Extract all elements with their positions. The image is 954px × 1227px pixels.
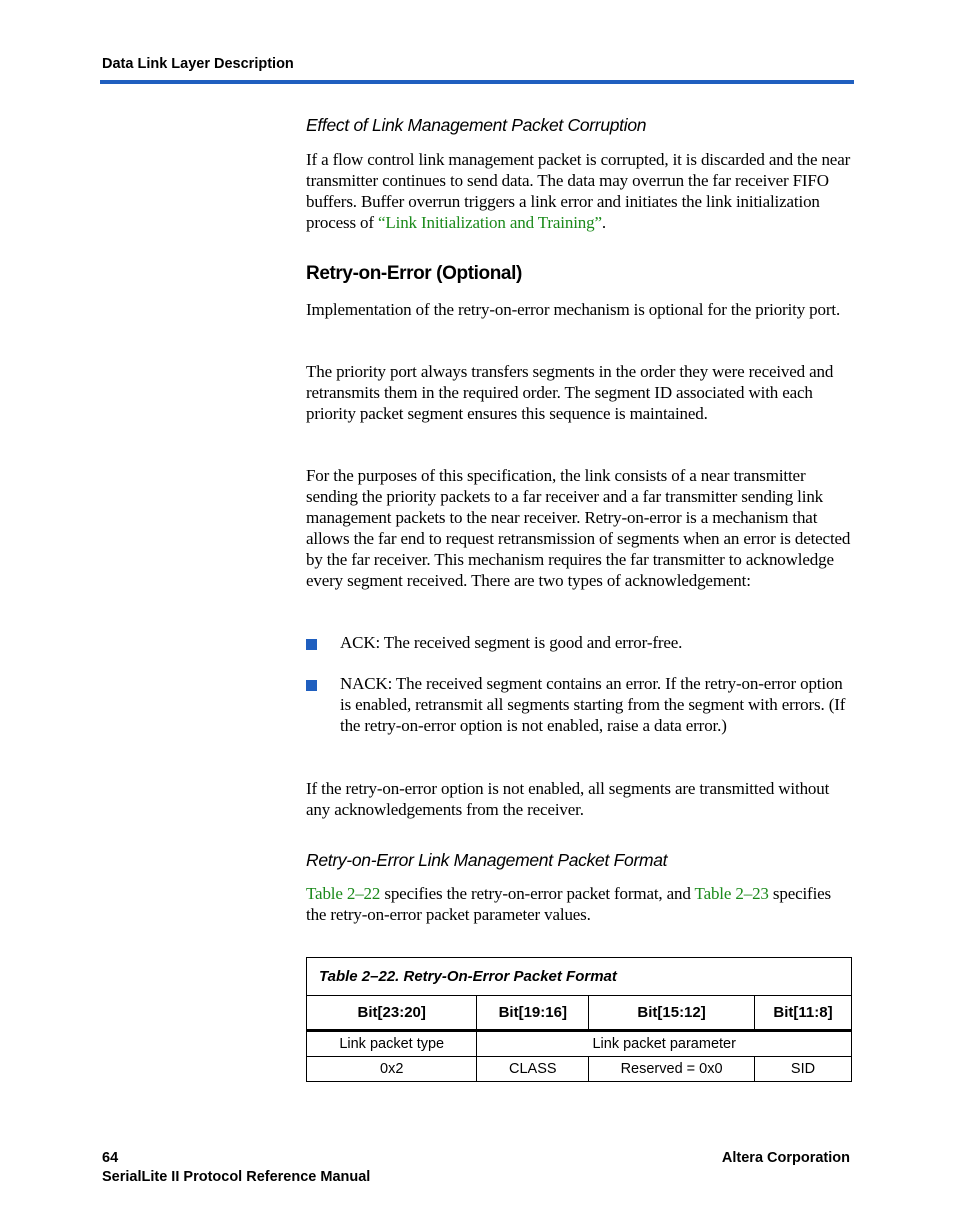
paragraph-table-refs-mid: specifies the retry-on-error packet format, and — [380, 884, 695, 903]
link-table-2-22[interactable]: Table 2–22 — [306, 884, 381, 903]
paragraph-link-definition: For the purposes of this specification, the link consists of a near transmitter sending the priority packets to a far receiver and a far transmitter sending link management packets to the near receiver. Retry-on-error is a mechanism that allows the far end to request retransmission of segments when an error is detected by the far receiver. This mechanism requires the far transmitter to acknowledge every segment received. There are two types of acknowledgement: — [306, 466, 851, 590]
table-header-cell: Bit[23:20] — [307, 996, 477, 1031]
table-cell: SID — [755, 1057, 852, 1082]
table-caption: Table 2–22. Retry-On-Error Packet Format — [307, 958, 852, 996]
bullet-text-ack: ACK: The received segment is good and error-free. — [340, 633, 683, 652]
paragraph-table-refs — [306, 884, 854, 926]
table-row — [307, 1031, 852, 1057]
paragraph-corruption-end: . — [601, 212, 606, 232]
table-cell: Link packet parameter — [477, 1031, 852, 1057]
running-header: Data Link Layer Description — [102, 56, 294, 72]
paragraph-retry-optional: Implementation of the retry-on-error mechanism is optional for the priority port. — [306, 300, 841, 319]
table-header-cell: Bit[11:8] — [755, 996, 852, 1031]
paragraph-corruption-text: If a flow control link management packet is corrupted, it is discarded and the near transmitter continues to send data. The data may overrun the far receiver FIFO buffers. Buffer overrun triggers a link error and initiates the link initialization process of — [306, 150, 851, 232]
section-heading-retry: Retry-on-Error (Optional) — [306, 263, 522, 284]
table-row — [307, 1057, 852, 1082]
paragraph-corruption — [306, 150, 854, 234]
retry-on-error-packet-format-table — [306, 957, 852, 1082]
table-cell: Reserved = 0x0 — [589, 1057, 755, 1082]
table-header-cell: Bit[15:12] — [589, 996, 755, 1031]
table-cell: CLASS — [477, 1057, 589, 1082]
paragraph-table-refs-end: specifies the retry-on-error packet parameter values. — [306, 884, 832, 924]
table-cell: Link packet type — [307, 1031, 477, 1057]
table-header-row — [307, 996, 852, 1031]
section-heading-corruption: Effect of Link Management Packet Corruption — [306, 115, 647, 135]
manual-title: SerialLite II Protocol Reference Manual — [102, 1169, 371, 1185]
section-heading-packet-format: Retry-on-Error Link Management Packet Format — [306, 850, 668, 870]
header-rule — [100, 80, 854, 84]
square-bullet-icon — [306, 639, 317, 650]
bullet-item-ack — [306, 633, 854, 655]
link-table-2-23[interactable]: Table 2–23 — [694, 884, 769, 903]
table-cell: 0x2 — [307, 1057, 477, 1082]
paragraph-not-enabled: If the retry-on-error option is not enabled, all segments are transmitted without any acknowledgements from the receiver. — [306, 779, 830, 819]
table-header-cell: Bit[19:16] — [477, 996, 589, 1031]
paragraph-priority-port: The priority port always transfers segments in the order they were received and retransmits them in the required order. The segment ID associated with each priority packet segment ensures this sequence is maintained. — [306, 362, 834, 423]
link-initialization-training[interactable]: “Link Initialization and Training” — [378, 212, 602, 232]
page-number: 64 — [102, 1150, 119, 1166]
company-name: Altera Corporation — [721, 1150, 850, 1166]
bullet-text-nack: NACK: The received segment contains an error. If the retry-on-error option is enabled, retransmit all segments starting from the segment with errors. (If the retry-on-error option is not enabled, raise a data error.) — [340, 674, 846, 735]
bullet-item-nack — [306, 674, 854, 760]
square-bullet-icon — [306, 680, 317, 691]
